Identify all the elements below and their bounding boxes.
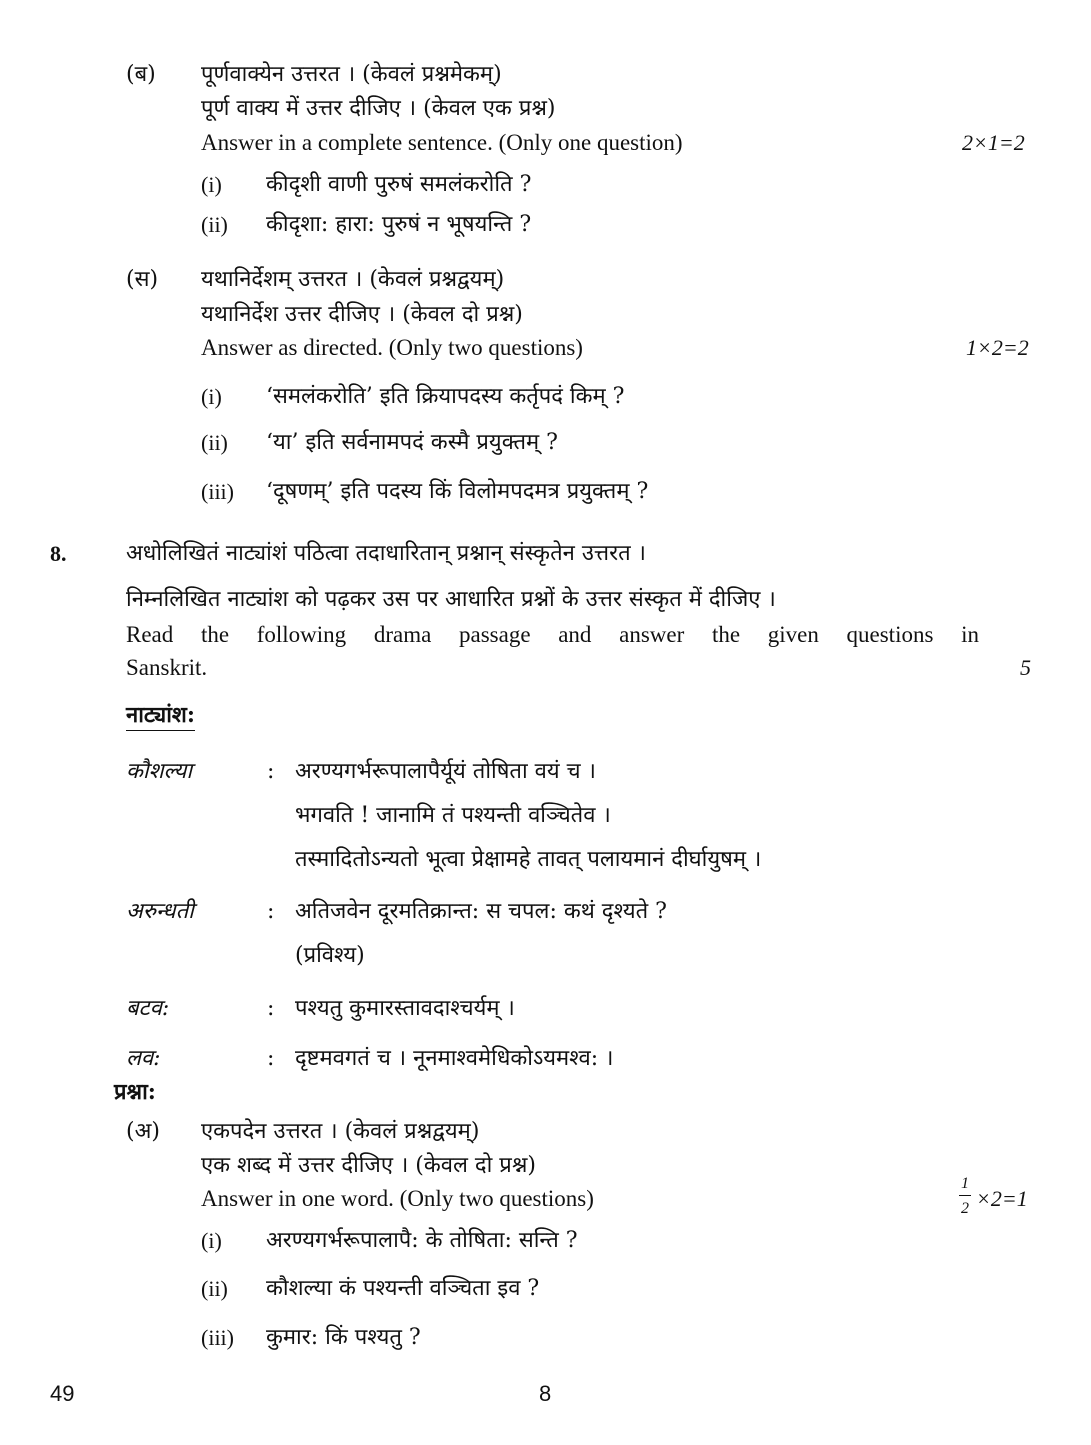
section-b-marks: 2×1=2	[962, 130, 1025, 155]
speaker-lavah: लव:	[126, 1046, 161, 1071]
question-8-instruction-hindi: निम्नलिखित नाट्यांश को पढ़कर उस पर आधारित प्रश्नों के उत्तर संस्कृत में दीजिए ।	[126, 587, 776, 612]
section-b-instruction-sanskrit: पूर्णवाक्येन उत्तरत । (केवलं प्रश्नमेकम्)	[201, 62, 502, 87]
section-s-instruction-sanskrit: यथानिर्देशम् उत्तरत । (केवलं प्रश्नद्वयम्)	[201, 267, 505, 292]
part-a-q3-text: कुमार: किं पश्यतु ?	[266, 1325, 421, 1350]
part-a-q1-number: (i)	[201, 1228, 222, 1253]
stage-direction: (प्रविश्य)	[295, 943, 365, 968]
speaker-colon: :	[267, 759, 275, 784]
speaker-colon: :	[267, 996, 275, 1021]
part-a-q1-text: अरण्यगर्भरूपालापै: के तोषिता: सन्ति ?	[266, 1228, 578, 1253]
part-a-q3-number: (iii)	[201, 1325, 234, 1350]
speaker-colon: :	[267, 899, 275, 924]
part-a-marks: ×2=1	[976, 1186, 1028, 1211]
section-s-instruction-english: Answer as directed. (Only two questions)	[201, 335, 583, 360]
question-8-instruction-english-line2: Sanskrit.	[126, 655, 208, 680]
question-8-instruction-english-line1: Read the following drama passage and answer the given questions in	[126, 622, 979, 647]
question-8-number: 8.	[50, 541, 67, 566]
section-s-label: (स)	[126, 267, 159, 292]
section-s-q2-text: ‘या’ इति सर्वनामपदं कस्मै प्रयुक्तम् ?	[266, 430, 558, 455]
question-8-marks: 5	[1020, 655, 1031, 680]
part-a-instruction-sanskrit: एकपदेन उत्तरत । (केवलं प्रश्नद्वयम्)	[201, 1119, 480, 1144]
section-b-q2-text: कीदृशा: हारा: पुरुषं न भूषयन्ति ?	[266, 212, 532, 237]
dialogue-line: भगवति ! जानामि तं पश्यन्ती वञ्चितेव ।	[295, 803, 611, 828]
section-s-q3-text: ‘दूषणम्’ इति पदस्य किं विलोमपदमत्र प्रयुक्तम् ?	[266, 479, 649, 504]
section-s-q1-text: ‘समलंकरोति’ इति क्रियापदस्य कर्तृपदं किम् ?	[266, 384, 625, 409]
part-a-label: (अ)	[126, 1119, 160, 1144]
drama-passage-heading: नाट्यांश:	[126, 702, 195, 731]
dialogue-line: दृष्टमवगतं च । नूनमाश्वमेधिकोऽयमश्व: ।	[295, 1046, 614, 1071]
footer-paper-code: 49	[50, 1381, 75, 1406]
part-a-marks-numerator: 1	[961, 1175, 969, 1192]
section-b-q1-number: (i)	[201, 172, 222, 197]
section-b-q1-text: कीदृशी वाणी पुरुषं समलंकरोति ?	[266, 172, 532, 197]
speaker-batavah: बटव:	[126, 996, 170, 1021]
dialogue-line: पश्यतु कुमारस्तावदाश्चर्यम् ।	[295, 996, 515, 1021]
part-a-q2-text: कौशल्या कं पश्यन्ती वञ्चिता इव ?	[266, 1276, 540, 1301]
speaker-kaushalya: कौशल्या	[126, 759, 193, 784]
part-a-marks-fraction-bar	[959, 1195, 971, 1196]
section-b-q2-number: (ii)	[201, 212, 228, 237]
section-b-label: (ब)	[126, 62, 156, 87]
part-a-instruction-hindi: एक शब्द में उत्तर दीजिए । (केवल दो प्रश्न)	[201, 1153, 536, 1178]
section-b-instruction-english: Answer in a complete sentence. (Only one question)	[201, 130, 683, 155]
section-s-q3-number: (iii)	[201, 479, 234, 504]
footer-page-number: 8	[539, 1381, 552, 1406]
part-a-marks-denominator: 2	[961, 1200, 969, 1217]
section-s-q2-number: (ii)	[201, 430, 228, 455]
part-a-instruction-english: Answer in one word. (Only two questions)	[201, 1186, 594, 1211]
section-s-instruction-hindi: यथानिर्देश उत्तर दीजिए । (केवल दो प्रश्न)	[201, 302, 523, 327]
dialogue-line: अतिजवेन दूरमतिक्रान्त: स चपल: कथं दृश्यते ?	[295, 899, 667, 924]
speaker-arundhati: अरुन्धती	[126, 899, 194, 924]
part-a-q2-number: (ii)	[201, 1276, 228, 1301]
section-s-q1-number: (i)	[201, 384, 222, 409]
questions-heading: प्रश्ना:	[114, 1079, 156, 1105]
section-s-marks: 1×2=2	[966, 335, 1029, 360]
section-b-instruction-hindi: पूर्ण वाक्य में उत्तर दीजिए । (केवल एक प्रश्न)	[201, 96, 556, 121]
dialogue-line: अरण्यगर्भरूपालापैर्यूयं तोषिता वयं च ।	[295, 759, 596, 784]
dialogue-line: तस्मादितोऽन्यतो भूत्वा प्रेक्षामहे तावत् पलायमानं दीर्घायुषम् ।	[295, 847, 762, 872]
speaker-colon: :	[267, 1046, 275, 1071]
question-8-instruction-sanskrit: अधोलिखितं नाट्यांशं पठित्वा तदाधारितान् प्रश्नान् संस्कृतेन उत्तरत ।	[126, 541, 646, 566]
